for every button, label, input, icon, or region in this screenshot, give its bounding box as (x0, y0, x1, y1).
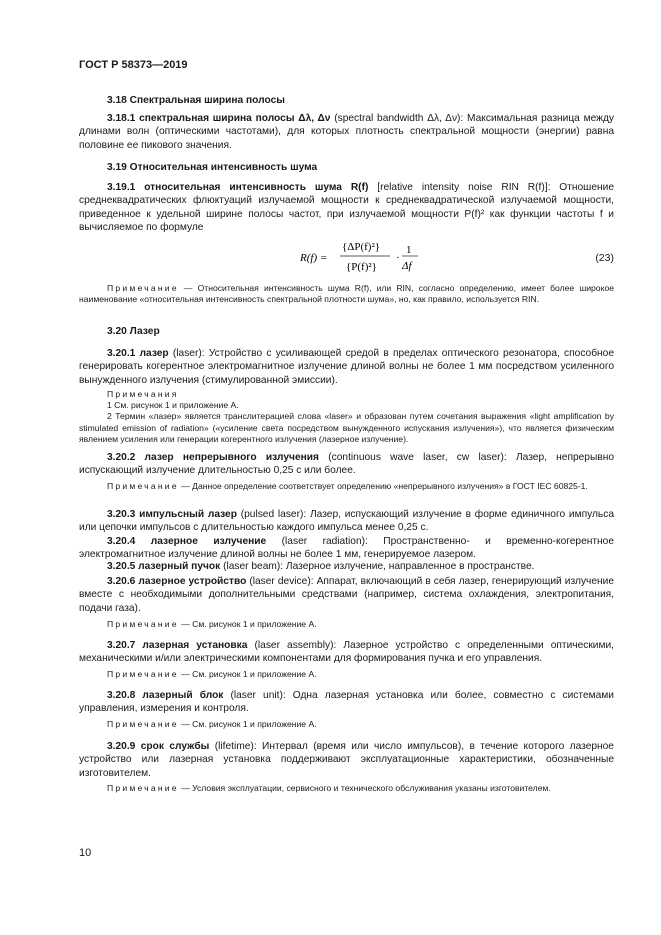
term: 3.20.2 лазер непрерывного излучения (107, 452, 320, 463)
term: 3.20.9 срок службы (107, 741, 210, 752)
notes-label: Примечания (107, 389, 179, 399)
note-label: Примечание (107, 719, 179, 729)
definition-text: [relative intensity noise RIN R(f)]: Отношение среднеквадратических флюктуаций излучаемой мощности к среднеквадратической излучаемой мощности, приведенное к удельной ширине полосы частот, при излучаемой мощности P(f)² как функции частоты f и вычисляемое по формуле (79, 182, 614, 234)
definition-text: (laser device): Аппарат, включающий в себя лазер, генерирующий излучение вместе с необходимыми дополнительными средствами (например, система охлаждения, электропитания, подачи газа). (79, 576, 614, 614)
definition-text: (laser): Устройство с усиливающей средой в пределах оптического резонатора, способное генерировать когерентное электромагнитное излучение длиной волны не более 1 мм посредством усиленного вынужденного излучения (стимулированной эмиссии). (79, 348, 614, 386)
definition-paragraph (79, 535, 614, 562)
term: 3.20.5 лазерный пучок (107, 561, 221, 572)
svg-text:R(f) =: R(f) = (300, 252, 328, 264)
term: 3.20.7 лазерная установка (107, 640, 248, 651)
note-label: Примечание (107, 619, 179, 629)
note-text: — См. рисунок 1 и приложение А. (178, 669, 317, 679)
term: 3.18.1 спектральная ширина полосы Δλ, Δν (107, 113, 331, 124)
section-heading: 3.20 Лазер (107, 326, 160, 337)
note (79, 783, 614, 794)
definition-text: (lifetime): Интервал (время или число импульсов), в течение которого лазерное устройство или лазерная установка поддерживают эксплуатационные характеристики, обозначенные изготовителем. (79, 741, 614, 779)
notes (79, 389, 614, 445)
note-label: Примечание (107, 481, 179, 491)
note (79, 283, 614, 305)
definition-text: (pulsed laser): Лазер, испускающий излучение в форме единичного импульса или цепочки импульсов с длительностью каждого импульса менее 0,25 с. (79, 509, 614, 534)
note-label: Примечание (107, 783, 179, 793)
note (79, 669, 614, 680)
definition-paragraph (79, 689, 614, 716)
term: 3.20.6 лазерное устройство (107, 576, 247, 587)
note-label: Примечание (107, 283, 179, 293)
page-number: 10 (79, 847, 92, 859)
definition-text: (continuous wave laser, cw laser): Лазер, непрерывно испускающий излучение длительностью 0,25 с или более. (79, 452, 615, 477)
term: 3.19.1 относительная интенсивность шума R(f) (107, 182, 369, 193)
note-text: — Данное определение соответствует определению «непрерывного излучения» в ГОСТ IEC 60825-1. (178, 481, 588, 491)
document-header: ГОСТ Р 58373—2019 (79, 59, 188, 71)
formula-number: (23) (595, 252, 614, 264)
section-heading: 3.19 Относительная интенсивность шума (107, 162, 318, 173)
term: 3.20.3 импульсный лазер (107, 509, 237, 520)
note-item: 2 Термин «лазер» является транслитерацией слова «laser» и образован путем сочетания выражения «light amplification by stimulated emission of radiation» («усиление света посредством вынужденного испускания излучения»), что является физическим явлением усиления или генерации когерентного излучения (лазерное излучение). (79, 411, 614, 444)
note (79, 481, 614, 492)
formula-23 (300, 232, 614, 280)
definition-paragraph (79, 451, 614, 478)
definition-paragraph (79, 181, 614, 235)
note-text: — См. рисунок 1 и приложение А. (178, 619, 317, 629)
term: 3.20.4 лазерное излучение (107, 536, 267, 547)
note (79, 719, 614, 730)
note-text: — Относительная интенсивность шума R(f), или RIN, согласно определению, имеет более широкое наименование «относительная интенсивность спектральной плотности шума», но, как правило, используется RIN. (79, 283, 614, 305)
term: 3.20.1 лазер (107, 348, 169, 359)
note-text: — Условия эксплуатации, сервисного и технического обслуживания указаны изготовителем. (178, 783, 551, 793)
term: 3.20.8 лазерный блок (107, 690, 224, 701)
definition-text: (laser unit): Одна лазерная установка или более, совместно с системами управления, измерения и контроля. (79, 690, 614, 715)
definition-paragraph (79, 508, 614, 535)
definition-paragraph (79, 560, 614, 573)
note-label: Примечание (107, 669, 179, 679)
formula-graphic (300, 232, 560, 280)
note (79, 619, 614, 630)
note-item: 1 См. рисунок 1 и приложение А. (107, 400, 239, 411)
definition-paragraph (79, 112, 614, 152)
svg-text:{P(f)²}: {P(f)²} (346, 261, 377, 273)
definition-text: (spectral bandwidth Δλ, Δν): Максимальная разница между длинами волн (оптическими частотами), для которых плотность спектральной мощности (энергии) равна половине ее пикового значения. (79, 113, 614, 151)
section-heading: 3.18 Спектральная ширина полосы (107, 95, 285, 106)
definition-paragraph (79, 639, 614, 666)
definition-paragraph (79, 575, 614, 615)
svg-text:1: 1 (406, 244, 412, 256)
svg-text:·: · (396, 252, 400, 264)
note-text: — См. рисунок 1 и приложение А. (178, 719, 317, 729)
svg-text:{ΔP(f)²}: {ΔP(f)²} (342, 241, 381, 253)
definition-paragraph (79, 740, 614, 780)
definition-paragraph (79, 347, 614, 387)
definition-text: (laser beam): Лазерное излучение, направленное в пространстве. (220, 561, 535, 572)
svg-text:Δf: Δf (402, 260, 412, 272)
definition-text: (laser assembly): Лазерное устройство с определенными оптическими, механическими и/или электрическими компонентами для формирования пучка и его управления. (79, 640, 614, 665)
definition-text: (laser radiation): Пространственно- и временно-когерентное электромагнитное излучение длиной волны не более 1 мм, генерируемое лазером. (79, 536, 614, 561)
